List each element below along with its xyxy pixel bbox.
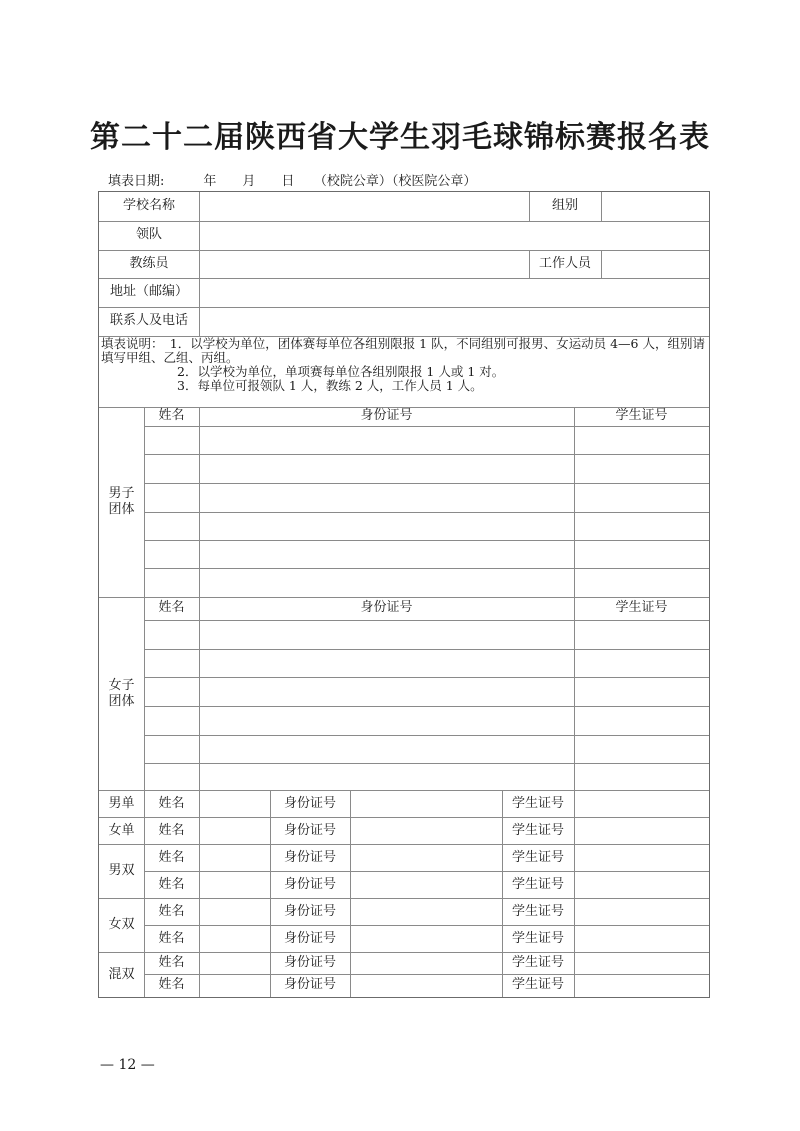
women-double-student-id-1: 学生证号 xyxy=(511,904,564,919)
address-label: 地址（邮编） xyxy=(109,284,188,299)
instruction-1: 填表说明： 1．以学校为单位，团体赛每单位各组别限报 1 队，不同组别可报男、女运动员 4—6 人，组别请填写甲组、乙组、丙组。 xyxy=(101,336,705,365)
mixed-double-label: 混双 xyxy=(108,967,135,982)
leader-label: 领队 xyxy=(135,227,162,242)
women-team-label: 女子 团体 xyxy=(108,678,135,709)
instruction-2: 2．以学校为单位，单项赛每单位各组别限报 1 人或 1 对。 xyxy=(177,364,505,379)
mixed-double-id-1: 身份证号 xyxy=(283,955,336,970)
registration-form xyxy=(98,191,710,998)
men-double-id-2: 身份证号 xyxy=(283,877,336,892)
women-double-name-2: 姓名 xyxy=(158,931,185,946)
form-title: 第二十二届陕西省大学生羽毛球锦标赛报名表 xyxy=(90,120,710,155)
mixed-double-student-id-2: 学生证号 xyxy=(511,977,564,992)
men-single-student-id: 学生证号 xyxy=(511,796,564,811)
mixed-double-id-2: 身份证号 xyxy=(283,977,336,992)
school-name-field[interactable] xyxy=(200,193,528,220)
men-team-label: 男子 团体 xyxy=(108,486,135,517)
women-single-id: 身份证号 xyxy=(283,823,336,838)
men-single-label: 男单 xyxy=(108,796,135,811)
staff-label: 工作人员 xyxy=(538,256,591,271)
men-double-name-1: 姓名 xyxy=(158,850,185,865)
women-double-name-1: 姓名 xyxy=(158,904,185,919)
women-double-id-1: 身份证号 xyxy=(283,904,336,919)
men-single-id: 身份证号 xyxy=(283,796,336,811)
school-name-label: 学校名称 xyxy=(122,198,175,213)
women-team-student-id-header: 学生证号 xyxy=(615,600,668,615)
staff-field[interactable] xyxy=(602,251,708,277)
group-label: 组别 xyxy=(551,198,578,213)
fill-instructions xyxy=(101,337,707,393)
contact-field[interactable] xyxy=(200,308,708,335)
men-team-student-id-header: 学生证号 xyxy=(615,408,668,423)
women-single-student-id: 学生证号 xyxy=(511,823,564,838)
contact-label: 联系人及电话 xyxy=(109,313,188,328)
men-double-name-2: 姓名 xyxy=(158,877,185,892)
men-team-id-header: 身份证号 xyxy=(360,408,413,423)
men-single-name: 姓名 xyxy=(158,796,185,811)
women-single-name: 姓名 xyxy=(158,823,185,838)
women-single-label: 女单 xyxy=(108,823,135,838)
group-field[interactable] xyxy=(602,193,708,220)
mixed-double-student-id-1: 学生证号 xyxy=(511,955,564,970)
women-team-id-header: 身份证号 xyxy=(360,600,413,615)
women-double-label: 女双 xyxy=(108,917,135,932)
leader-field[interactable] xyxy=(200,222,708,249)
women-team-name-header: 姓名 xyxy=(158,600,185,615)
instruction-3: 3．每单位可报领队 1 人，教练 2 人，工作人员 1 人。 xyxy=(177,378,483,393)
men-double-student-id-2: 学生证号 xyxy=(511,877,564,892)
coach-field[interactable] xyxy=(200,251,528,277)
women-double-student-id-2: 学生证号 xyxy=(511,931,564,946)
men-double-label: 男双 xyxy=(108,863,135,878)
fill-date-line: 填表日期: 年 月 日 （校院公章）（校医院公章） xyxy=(108,174,477,189)
page-number: — 12 — xyxy=(100,1057,155,1073)
coach-label: 教练员 xyxy=(129,256,169,271)
mixed-double-name-2: 姓名 xyxy=(158,977,185,992)
men-team-name-header: 姓名 xyxy=(158,408,185,423)
mixed-double-name-1: 姓名 xyxy=(158,955,185,970)
men-double-student-id-1: 学生证号 xyxy=(511,850,564,865)
men-double-id-1: 身份证号 xyxy=(283,850,336,865)
women-double-id-2: 身份证号 xyxy=(283,931,336,946)
address-field[interactable] xyxy=(200,279,708,306)
